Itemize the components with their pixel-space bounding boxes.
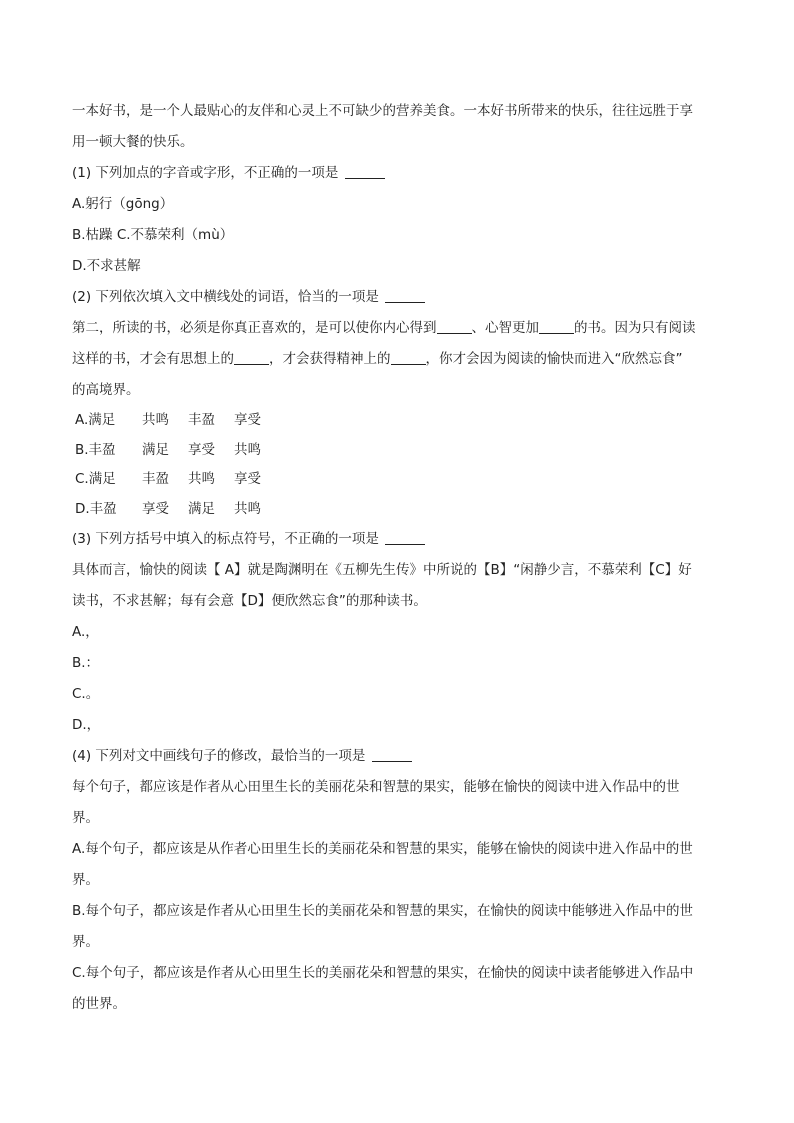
q4-stem-text: (4) 下列对文中画线句子的修改，最恰当的一项是	[72, 748, 366, 764]
option-word: D.丰盈	[75, 500, 117, 517]
passage-line-1: 一本好书，是一个人最贴心的友伴和心灵上不可缺少的营养美食。一本好书所带来的快乐，往往远胜于享	[72, 103, 693, 119]
q2-passage-line-2	[72, 344, 720, 375]
option-word: 共鸣	[142, 412, 169, 428]
fill-blank	[539, 319, 574, 334]
q1-stem	[72, 158, 720, 189]
option-word: B.丰盈	[75, 441, 116, 458]
q4-option-b-line-1: B.每个句子，都应该是作者从心田里生长的美丽花朵和智慧的果实，在愉快的阅读中能够进入作品中的世	[72, 903, 694, 919]
q2-text-2b: ，才会获得精神上的	[269, 351, 391, 367]
document-content	[72, 96, 720, 1020]
q1-stem-text: (1) 下列加点的字音或字形，不正确的一项是	[72, 165, 339, 181]
q2-option-a	[72, 406, 720, 436]
fill-blank	[234, 350, 269, 365]
option-word: 丰盈	[188, 412, 215, 428]
q4-sentence-line-2: 界。	[72, 810, 99, 826]
q2-option-d	[72, 495, 720, 525]
q2-option-c	[72, 465, 720, 495]
q4-option-a-line-2: 界。	[72, 872, 99, 888]
q2-text-1c: 的书。因为只有阅读	[574, 320, 696, 336]
q2-text-1a: 第二，所读的书，必须是你真正喜欢的，是可以使你内心得到	[72, 320, 437, 336]
option-word: 满足	[188, 500, 215, 517]
option-word: 满足	[142, 441, 169, 458]
option-word: A.满足	[75, 412, 116, 428]
q2-option-b	[72, 436, 720, 466]
q4-option-c-line-2: 的世界。	[72, 996, 126, 1012]
q2-passage-line-1	[72, 313, 720, 344]
q1-option-a: A.躬行（gōng）	[72, 196, 174, 212]
answer-blank	[385, 530, 425, 545]
q4-option-b-line-2: 界。	[72, 934, 99, 950]
q3-stem	[72, 524, 720, 555]
q3-passage-line-1: 具体而言，愉快的阅读【 A】就是陶渊明在《五柳先生传》中所说的【B】“闲静少言，不慕荣利【C】好	[72, 562, 692, 578]
q2-text-1b: 、心智更加	[471, 320, 539, 336]
q2-text-2c: ，你才会因为阅读的愉快而进入“欣然忘食”	[425, 351, 683, 367]
q4-sentence-line-1: 每个句子，都应该是作者从心田里生长的美丽花朵和智慧的果实，能够在愉快的阅读中进入作品中的世	[72, 779, 680, 795]
q3-option-d: D.，	[72, 717, 101, 733]
q4-option-a-line-1: A.每个句子，都应该是从作者心田里生长的美丽花朵和智慧的果实，能够在愉快的阅读中进入作品中的世	[72, 841, 693, 857]
q3-option-a: A.，	[72, 624, 99, 640]
option-word: 共鸣	[188, 471, 215, 487]
q3-stem-text: (3) 下列方括号中填入的标点符号，不正确的一项是	[72, 531, 379, 547]
q4-option-c-line-1: C.每个句子，都应该是作者从心田里生长的美丽花朵和智慧的果实，在愉快的阅读中读者能够进入作品中	[72, 965, 694, 981]
q4-stem	[72, 741, 720, 772]
option-word: 享受	[234, 412, 261, 428]
answer-blank	[345, 164, 385, 179]
option-word: 共鸣	[234, 441, 261, 458]
q3-option-b: B.：	[72, 655, 100, 671]
q2-stem	[72, 282, 720, 313]
q2-stem-text: (2) 下列依次填入文中横线处的词语，恰当的一项是	[72, 289, 379, 305]
fill-blank	[391, 350, 426, 365]
answer-blank	[372, 747, 412, 762]
answer-blank	[385, 288, 425, 303]
q3-option-c: C.。	[72, 686, 100, 702]
q2-passage-line-3: 的高境界。	[72, 382, 140, 398]
option-word: 享受	[188, 441, 215, 458]
option-word: C.满足	[75, 471, 116, 487]
q2-text-2a: 这样的书，才会有思想上的	[72, 351, 234, 367]
q3-passage-line-2: 读书，不求甚解；每有会意【D】便欣然忘食”的那种读书。	[72, 593, 427, 609]
q1-option-d: D.不求甚解	[72, 258, 141, 274]
q1-option-bc: B.枯躁 C.不慕荣利（mù）	[72, 227, 234, 243]
option-word: 丰盈	[142, 471, 169, 487]
option-word: 享受	[234, 471, 261, 487]
option-word: 享受	[142, 500, 169, 517]
passage-line-2: 用一顿大餐的快乐。	[72, 134, 194, 150]
option-word: 共鸣	[234, 500, 261, 517]
fill-blank	[437, 319, 472, 334]
